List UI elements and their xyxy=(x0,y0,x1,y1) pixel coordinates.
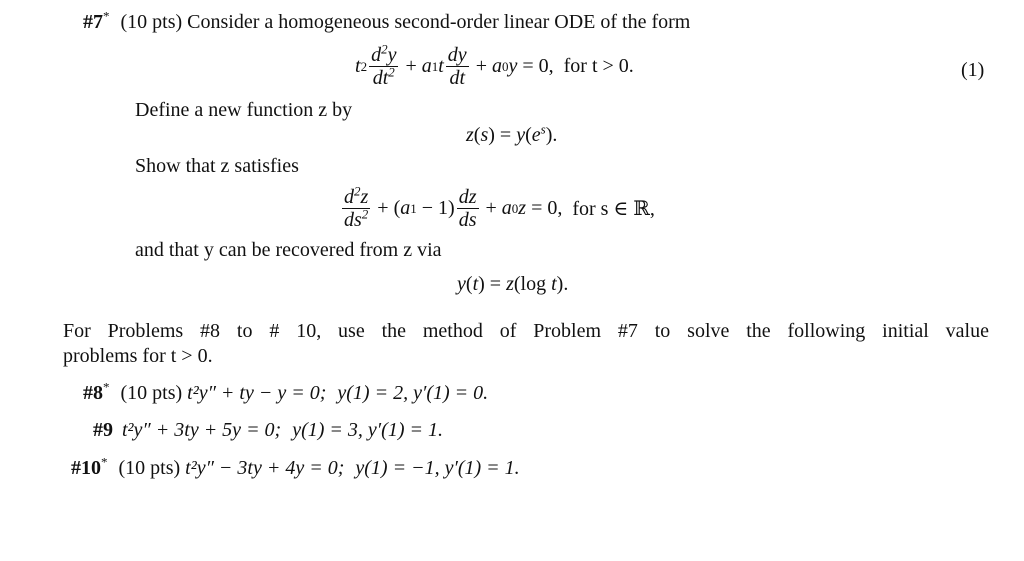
recover-text: and that y can be recovered from z via xyxy=(135,239,442,261)
problem-8 xyxy=(83,381,488,405)
problem-10 xyxy=(71,456,520,480)
equation-4: y(t) = z(log t). xyxy=(457,273,569,295)
show-text: Show that z satisfies xyxy=(135,155,299,177)
problem-10-conditions: y(1) = −1, y′(1) = 1. xyxy=(355,457,520,479)
problem-9 xyxy=(93,418,443,442)
define-text: Define a new function z by xyxy=(135,99,353,121)
problem-7-label: #7 xyxy=(83,11,103,33)
problem-7-intro: Consider a homogeneous second-order linear ODE of the form xyxy=(187,11,691,33)
problem-8-label: #8 xyxy=(83,382,103,404)
problem-10-label: #10 xyxy=(71,457,101,479)
problem-10-equation: t²y″ − 3ty + 4y = 0; xyxy=(185,457,345,479)
problem-7-star: * xyxy=(103,8,110,24)
instructions-line-1: For Problems #8 to # 10, use the method of Problem #7 to solve the following initial value xyxy=(63,320,989,342)
problem-8-conditions: y(1) = 2, y′(1) = 0. xyxy=(337,382,489,404)
problem-7-points: (10 pts) xyxy=(120,11,183,33)
equation-2: $z(s) = y(e^s)$. xyxy=(466,121,558,146)
problem-10-points: (10 pts) xyxy=(118,457,181,479)
instructions-line-2: problems for t > 0. xyxy=(63,345,213,367)
equation-1-tag: (1) xyxy=(961,59,985,81)
problem-8-star: * xyxy=(103,379,110,395)
problem-8-points: (10 pts) xyxy=(120,382,183,404)
problem-8-equation: t²y″ + ty − y = 0; xyxy=(187,382,327,404)
problem-9-conditions: y(1) = 3, y′(1) = 1. xyxy=(292,419,443,441)
problem-7-header xyxy=(83,10,690,34)
equation-1: t 2 $\frac{d^2y}{dt^2}$ + a 1 t $\frac{dy}{dt}$ + a 0 y = 0, for t > 0. xyxy=(355,41,634,89)
equation-1-condition: for t > 0. xyxy=(563,55,634,77)
equation-3-condition: for s ∈ ℝ, xyxy=(572,198,655,220)
equation-3: $\frac{d^2z}{ds^2}$ + ( a 1 − 1) $\frac{dz}{ds}$ + a 0 z = 0, for s ∈ ℝ, xyxy=(344,183,655,231)
problem-9-label: #9 xyxy=(93,419,113,441)
problem-9-equation: t²y″ + 3ty + 5y = 0; xyxy=(122,419,282,441)
problem-10-star: * xyxy=(101,454,108,470)
